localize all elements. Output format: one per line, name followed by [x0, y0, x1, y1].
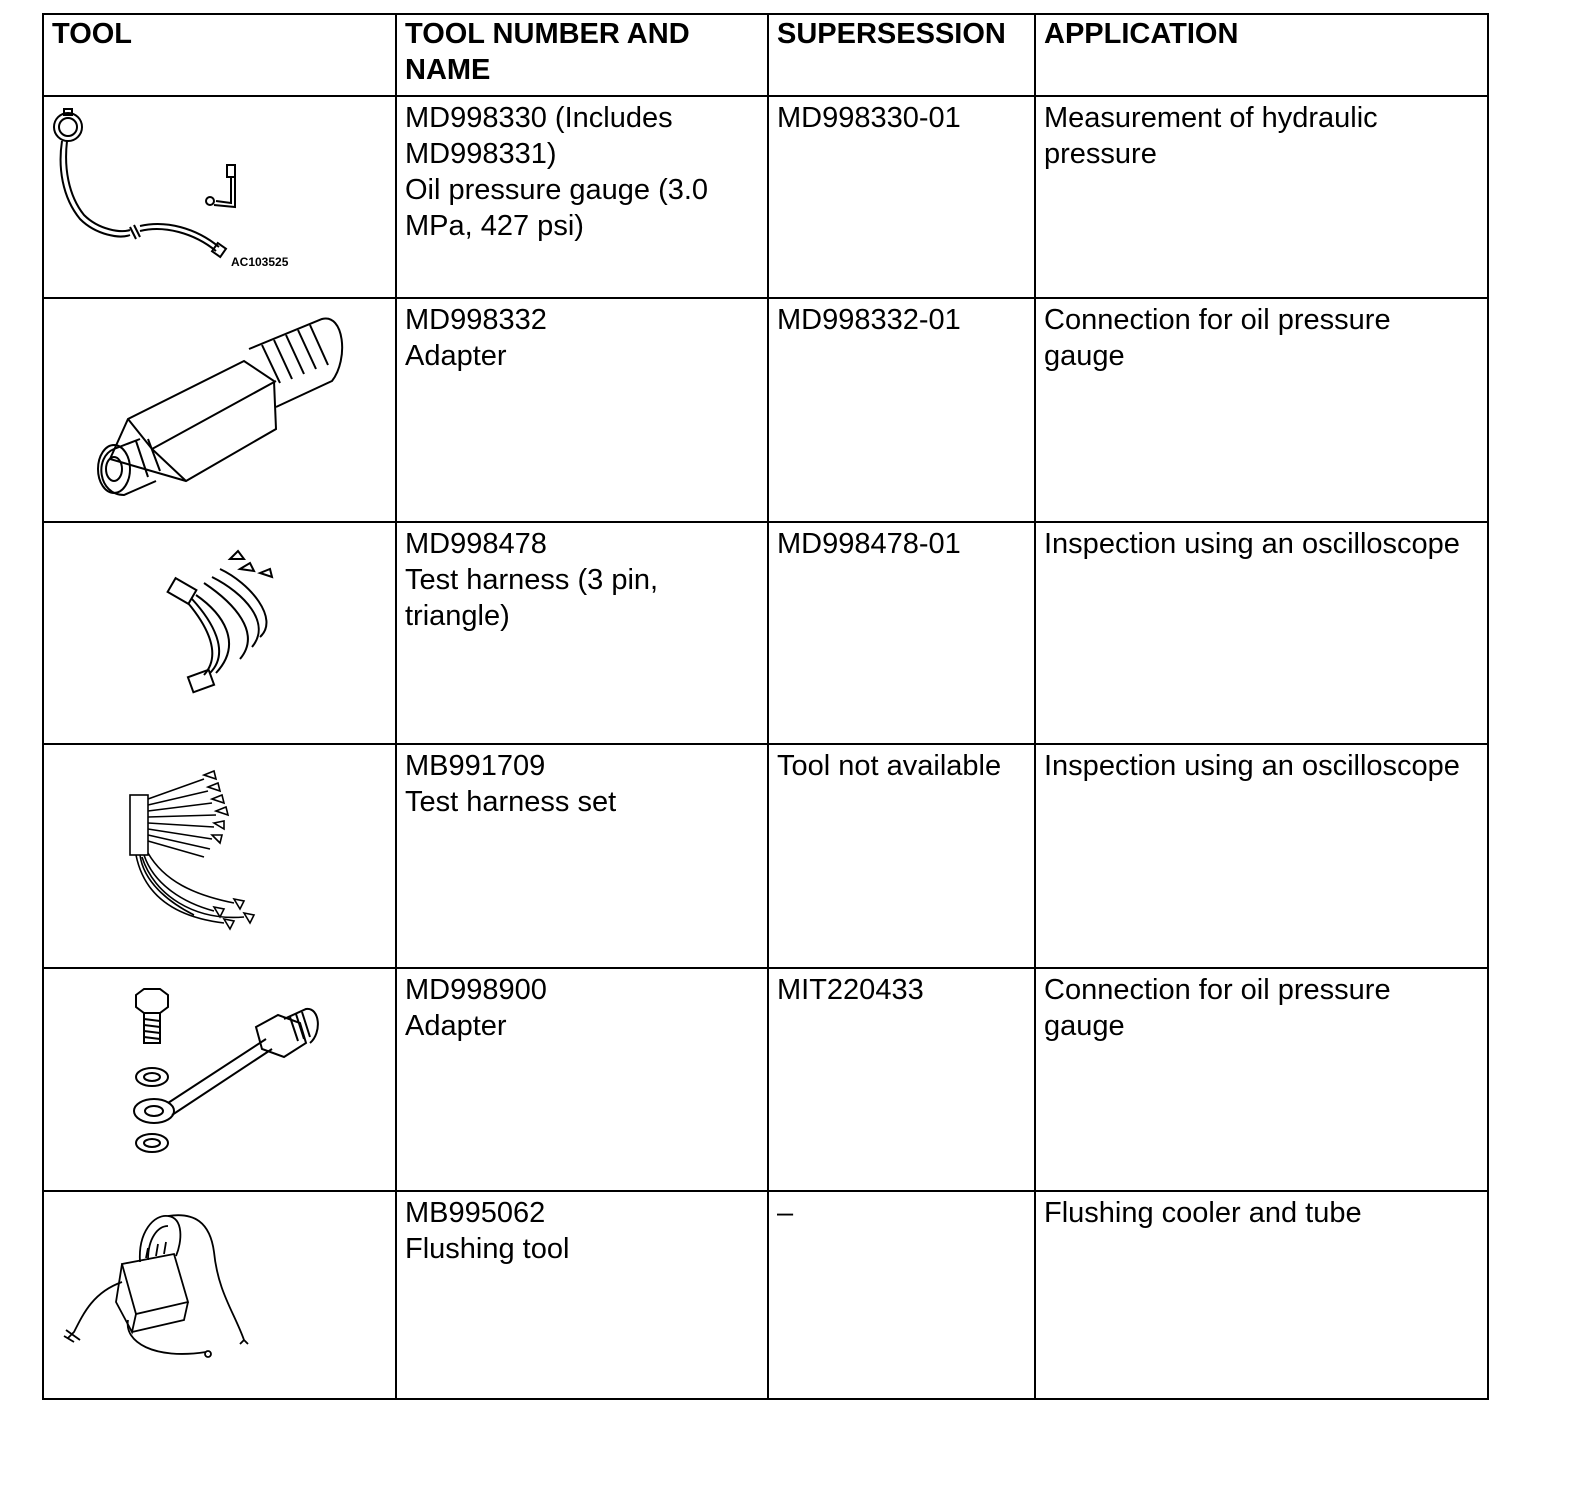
tool-illustration-cell	[43, 968, 396, 1191]
table-row	[43, 522, 1488, 744]
application-cell: Connection for oil pressure gauge	[1035, 968, 1488, 1191]
tool-illustration-cell	[43, 298, 396, 522]
supersession-cell: Tool not available	[768, 744, 1035, 968]
application-cell: Inspection using an oscilloscope	[1035, 744, 1488, 968]
header-supersession: SUPERSESSION	[768, 14, 1035, 96]
supersession-cell: MIT220433	[768, 968, 1035, 1191]
header-tool: TOOL	[43, 14, 396, 96]
table-row	[43, 96, 1488, 298]
application-cell: Connection for oil pressure gauge	[1035, 298, 1488, 522]
supersession-cell: MD998332-01	[768, 298, 1035, 522]
header-row	[43, 14, 1488, 96]
table-row	[43, 968, 1488, 1191]
oil-pressure-gauge-illustration	[44, 97, 395, 297]
tool-illustration-cell	[43, 522, 396, 744]
flushing-tool-illustration	[44, 1192, 395, 1398]
supersession-cell: –	[768, 1191, 1035, 1399]
tool-number-cell: MD998900 Adapter	[396, 968, 768, 1191]
application-cell: Flushing cooler and tube	[1035, 1191, 1488, 1399]
tool-number-cell: MD998330 (Includes MD998331) Oil pressure gauge (3.0 MPa, 427 psi)	[396, 96, 768, 298]
tool-number-cell: MB991709 Test harness set	[396, 744, 768, 968]
tool-illustration-cell	[43, 96, 396, 298]
supersession-cell: MD998330-01	[768, 96, 1035, 298]
tool-number-cell: MD998478 Test harness (3 pin, triangle)	[396, 522, 768, 744]
tool-number-cell: MD998332 Adapter	[396, 298, 768, 522]
table-row	[43, 298, 1488, 522]
special-tools-table	[42, 13, 1489, 1400]
supersession-cell: MD998478-01	[768, 522, 1035, 744]
tool-illustration-cell	[43, 744, 396, 968]
application-cell: Inspection using an oscilloscope	[1035, 522, 1488, 744]
adapter-illustration	[44, 299, 395, 521]
test-harness-set-illustration	[44, 745, 395, 967]
table-row	[43, 744, 1488, 968]
table-row	[43, 1191, 1488, 1399]
tool-illustration-cell	[43, 1191, 396, 1399]
adapter-with-bolt-illustration	[44, 969, 395, 1190]
header-tool-number-and-name: TOOL NUMBER AND NAME	[396, 14, 768, 96]
illustration-code: AC103525	[231, 255, 289, 269]
tool-number-cell: MB995062 Flushing tool	[396, 1191, 768, 1399]
header-application: APPLICATION	[1035, 14, 1488, 96]
test-harness-illustration	[44, 523, 395, 743]
application-cell: Measurement of hydraulic pressure	[1035, 96, 1488, 298]
